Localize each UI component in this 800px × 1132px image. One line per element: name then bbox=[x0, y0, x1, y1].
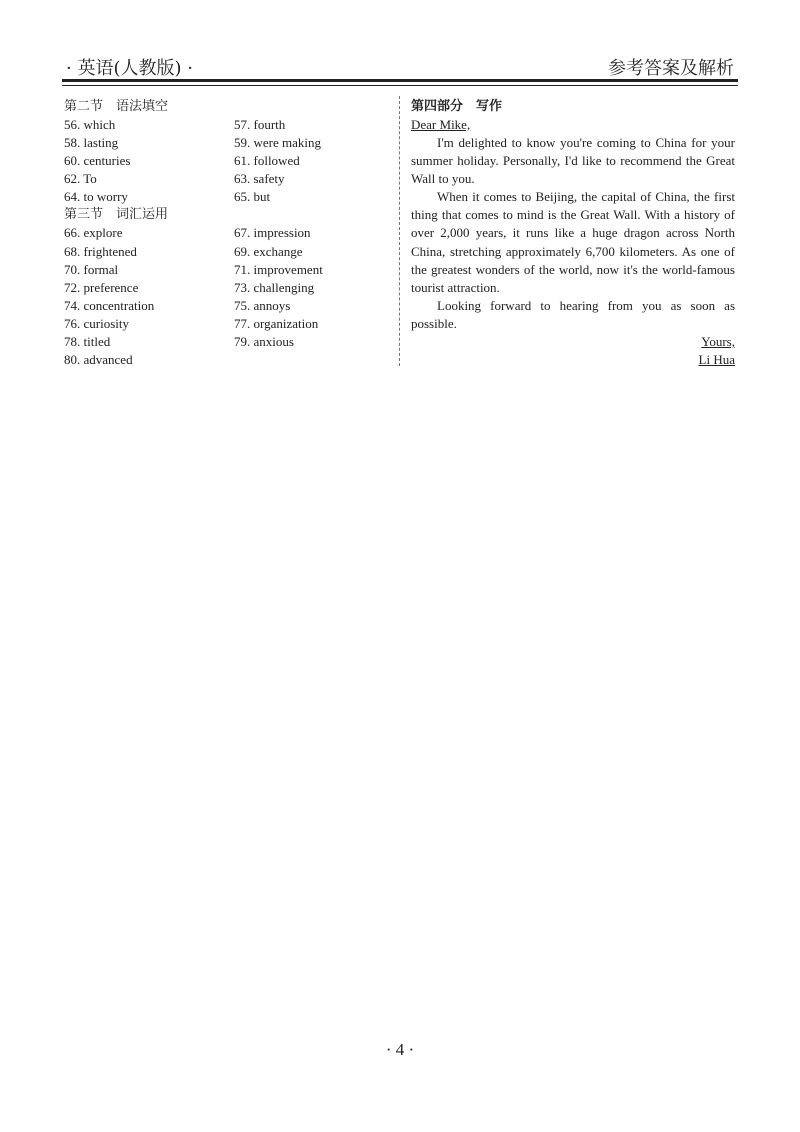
header-rule-thin bbox=[62, 85, 738, 86]
header-subject: · 英语(人教版) · bbox=[66, 58, 193, 79]
answer-row bbox=[64, 224, 384, 242]
answer-item: 66. explore bbox=[64, 225, 123, 241]
answer-item: 71. improvement bbox=[234, 261, 323, 277]
answer-item: 76. curiosity bbox=[64, 315, 129, 331]
answer-item: 65. but bbox=[234, 189, 271, 205]
answer-row bbox=[64, 116, 384, 134]
header-rule-thick bbox=[62, 79, 738, 82]
answer-row bbox=[64, 170, 384, 188]
answer-item: 79. anxious bbox=[234, 334, 294, 350]
answer-item: 57. fourth bbox=[234, 117, 286, 132]
column-divider bbox=[399, 96, 400, 366]
answer-item: 67. impression bbox=[234, 225, 311, 241]
answer-item: 61. followed bbox=[234, 153, 300, 169]
answer-row bbox=[64, 152, 384, 170]
answer-item: 73. challenging bbox=[234, 279, 315, 295]
answer-item: 78. titled bbox=[64, 334, 111, 350]
letter-paragraph: Looking forward to hearing from you as soon as possible. bbox=[411, 297, 735, 331]
answer-item: 59. were making bbox=[234, 135, 322, 151]
answer-item: 72. preference bbox=[64, 279, 139, 295]
answer-item: 64. to worry bbox=[64, 189, 128, 205]
answer-item bbox=[234, 351, 384, 369]
answer-item: 75. annoys bbox=[234, 297, 291, 313]
answer-list bbox=[64, 98, 384, 369]
answer-item: 80. advanced bbox=[64, 352, 133, 368]
answer-item: 69. exchange bbox=[234, 243, 303, 259]
letter-paragraph: I'm delighted to know you're coming to China for your summer holiday. Personally, I'd like to recommend the Great Wall to you. bbox=[411, 135, 735, 187]
answer-row bbox=[64, 261, 384, 279]
answer-row bbox=[64, 315, 384, 333]
answer-item: 60. centuries bbox=[64, 153, 131, 169]
letter-salutation: Dear Mike, bbox=[411, 117, 471, 132]
answer-item: 77. organization bbox=[234, 315, 319, 331]
answer-item: 70. formal bbox=[64, 261, 119, 277]
answer-item: 68. frightened bbox=[64, 243, 137, 259]
answer-row bbox=[64, 333, 384, 351]
answer-item: 56. which bbox=[64, 117, 116, 132]
letter-paragraph: When it comes to Beijing, the capital of China, the first thing that comes to mind is the Great Wall. With a history of over 2,000 years, it runs like a huge dragon across North China, stretching approximately 6,700 kilometers. As one of the greatest wonders of the world, now it's the world-famous tourist attraction. bbox=[411, 189, 735, 295]
section2-title: 第二节 语法填空 bbox=[64, 99, 169, 114]
answer-item: 74. concentration bbox=[64, 297, 155, 313]
answer-row bbox=[64, 188, 384, 206]
answer-item: 63. safety bbox=[234, 171, 285, 187]
answer-row bbox=[64, 243, 384, 261]
writing-section bbox=[411, 98, 735, 369]
letter-closing: Yours, bbox=[701, 334, 735, 350]
section3-title: 第三节 词汇运用 bbox=[64, 207, 169, 223]
answer-row bbox=[64, 134, 384, 152]
answer-row bbox=[64, 297, 384, 315]
answer-row bbox=[64, 279, 384, 297]
page-number: · 4 · bbox=[385, 1040, 415, 1059]
answer-item: 62. To bbox=[64, 171, 97, 187]
answer-item: 58. lasting bbox=[64, 135, 119, 151]
answer-row bbox=[64, 351, 384, 369]
writing-title: 第四部分 写作 bbox=[411, 99, 503, 114]
letter-signature: Li Hua bbox=[698, 352, 735, 368]
header-title: 参考答案及解析 bbox=[608, 58, 734, 79]
